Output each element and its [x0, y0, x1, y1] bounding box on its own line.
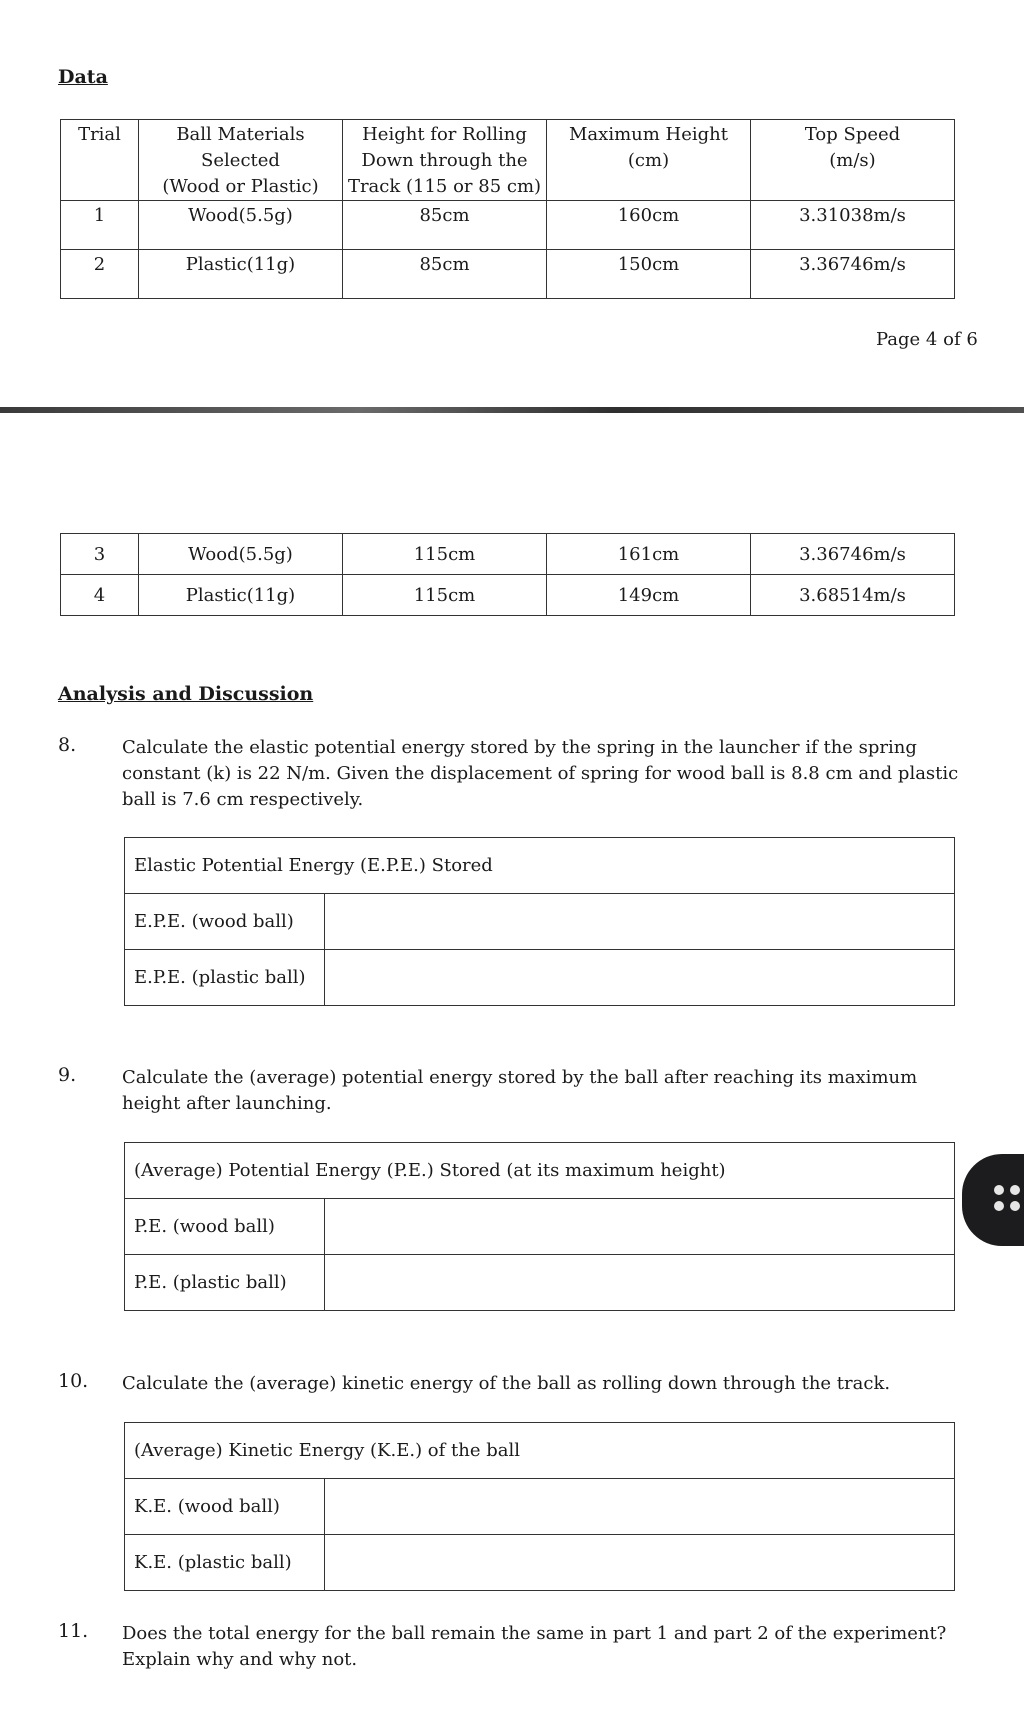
page-separator	[0, 407, 1024, 413]
cell-maximum-height: 150cm	[547, 250, 751, 299]
table-row	[61, 534, 955, 575]
table-row	[61, 575, 955, 616]
answer-table-title-row	[125, 838, 955, 894]
cell-top-speed: 3.36746m/s	[751, 250, 955, 299]
answer-table-title-row	[125, 1423, 955, 1479]
answer-label: K.E. (plastic ball)	[125, 1535, 325, 1591]
question-11-text: Does the total energy for the ball remain the same in part 1 and part 2 of the experiment? Explain why and why not.	[122, 1623, 947, 1670]
question-10-text: Calculate the (average) kinetic energy of the ball as rolling down through the track.	[122, 1373, 891, 1394]
table-row	[61, 250, 955, 299]
header-ball-materials: Ball Materials Selected (Wood or Plastic)	[139, 120, 343, 201]
cell-material: Plastic(11g)	[139, 575, 343, 616]
data-heading: Data	[58, 66, 108, 88]
cell-material: Plastic(11g)	[139, 250, 343, 299]
answer-row	[125, 950, 955, 1006]
cell-rolling-height: 85cm	[343, 201, 547, 250]
data-table-header	[61, 120, 955, 201]
question-9-text: Calculate the (average) potential energy stored by the ball after reaching its maximum height after launching.	[122, 1067, 918, 1114]
answer-table-title-row	[125, 1143, 955, 1199]
cell-rolling-height: 115cm	[343, 575, 547, 616]
question-9-number: 9.	[58, 1064, 77, 1086]
answer-label: E.P.E. (wood ball)	[125, 894, 325, 950]
cell-trial: 4	[61, 575, 139, 616]
epe-answer-table	[124, 837, 955, 1006]
cell-trial: 3	[61, 534, 139, 575]
answer-row	[125, 1479, 955, 1535]
pe-wood-answer-cell[interactable]	[325, 1199, 955, 1255]
analysis-heading: Analysis and Discussion	[58, 683, 314, 705]
answer-row	[125, 894, 955, 950]
answer-row	[125, 1255, 955, 1311]
epe-plastic-answer-cell[interactable]	[325, 950, 955, 1006]
question-8-number: 8.	[58, 734, 77, 756]
cell-trial: 1	[61, 201, 139, 250]
answer-label: E.P.E. (plastic ball)	[125, 950, 325, 1006]
answer-label: P.E. (plastic ball)	[125, 1255, 325, 1311]
answer-label: P.E. (wood ball)	[125, 1199, 325, 1255]
epe-wood-answer-cell[interactable]	[325, 894, 955, 950]
pe-plastic-answer-cell[interactable]	[325, 1255, 955, 1311]
answer-table-title: Elastic Potential Energy (E.P.E.) Stored	[125, 838, 955, 894]
cell-material: Wood(5.5g)	[139, 201, 343, 250]
answer-table-title: (Average) Potential Energy (P.E.) Stored (at its maximum height)	[125, 1143, 955, 1199]
drag-handle-icon	[994, 1185, 1024, 1215]
header-maximum-height: Maximum Height (cm)	[547, 120, 751, 201]
cell-top-speed: 3.36746m/s	[751, 534, 955, 575]
header-rolling-height: Height for Rolling Down through the Track (115 or 85 cm)	[343, 120, 547, 201]
question-8-text: Calculate the elastic potential energy stored by the spring in the launcher if the spring constant (k) is 22 N/m. Given the displacement of spring for wood ball is 8.8 cm and plastic ball is 7.6 cm respectively.	[122, 737, 959, 810]
data-table-continued	[60, 533, 955, 616]
header-top-speed: Top Speed (m/s)	[751, 120, 955, 201]
ke-answer-table	[124, 1422, 955, 1591]
cell-maximum-height: 160cm	[547, 201, 751, 250]
answer-label: K.E. (wood ball)	[125, 1479, 325, 1535]
cell-maximum-height: 149cm	[547, 575, 751, 616]
answer-table-title: (Average) Kinetic Energy (K.E.) of the ball	[125, 1423, 955, 1479]
cell-rolling-height: 85cm	[343, 250, 547, 299]
question-11-number: 11.	[58, 1620, 89, 1642]
cell-material: Wood(5.5g)	[139, 534, 343, 575]
ke-plastic-answer-cell[interactable]	[325, 1535, 955, 1591]
answer-row	[125, 1535, 955, 1591]
table-row	[61, 201, 955, 250]
answer-row	[125, 1199, 955, 1255]
cell-top-speed: 3.68514m/s	[751, 575, 955, 616]
question-10-number: 10.	[58, 1370, 89, 1392]
header-trial: Trial	[61, 120, 139, 201]
cell-maximum-height: 161cm	[547, 534, 751, 575]
data-table	[60, 119, 955, 299]
cell-top-speed: 3.31038m/s	[751, 201, 955, 250]
cell-trial: 2	[61, 250, 139, 299]
pe-answer-table	[124, 1142, 955, 1311]
cell-rolling-height: 115cm	[343, 534, 547, 575]
ke-wood-answer-cell[interactable]	[325, 1479, 955, 1535]
page-number: Page 4 of 6	[876, 329, 978, 350]
